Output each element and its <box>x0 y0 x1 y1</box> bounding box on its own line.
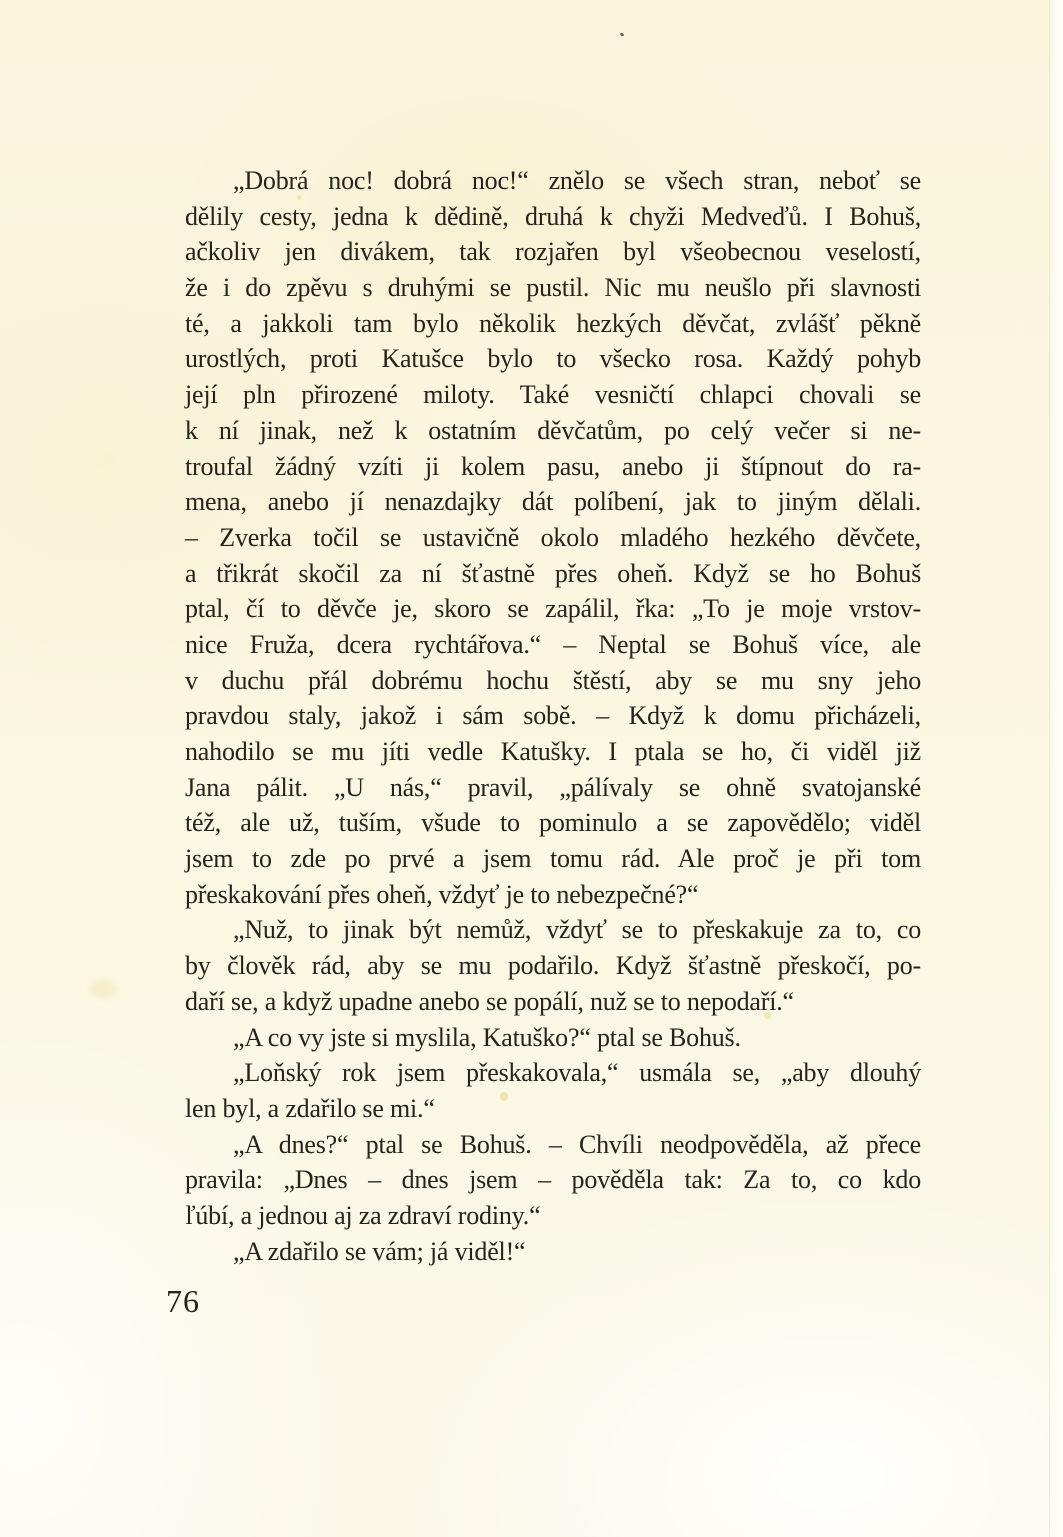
text-line: jsem to zde po prvé a jsem tomu rád. Ale proč je při tom <box>185 844 921 874</box>
text-line: „A co vy jste si myslila, Katuško?“ ptal se Bohuš. <box>233 1022 741 1052</box>
text-line: též, ale už, tuším, všude to pominulo a se zapovědělo; viděl <box>185 808 921 838</box>
text-line: k ní jinak, než k ostatním děvčatům, po celý večer si ne- <box>185 415 921 445</box>
text-line: „A dnes?“ ptal se Bohuš. – Chvíli neodpověděla, až přece <box>233 1129 921 1159</box>
text-line: ačkoliv jen divákem, tak rozjařen byl všeobecnou veselostí, <box>185 237 921 267</box>
text-line: té, a jakkoli tam bylo několik hezkých děvčat, zvlášť pěkně <box>185 308 921 338</box>
text-line: len byl, a zdařilo se mi.“ <box>185 1093 435 1123</box>
text-line: pravdou staly, jakož i sám sobě. – Když k domu přicházeli, <box>185 701 921 731</box>
text-block <box>185 163 921 1269</box>
paper-stain <box>90 980 116 998</box>
paragraph <box>185 912 921 1019</box>
paragraph <box>185 1234 921 1270</box>
text-line: přeskakování přes oheň, vždyť je to nebezpečné?“ <box>185 879 699 909</box>
text-line: pravila: „Dnes – dnes jsem – pověděla tak: Za to, co kdo <box>185 1165 921 1195</box>
text-line: troufal žádný vzíti ji kolem pasu, anebo ji štípnout do ra- <box>185 451 921 481</box>
paragraph <box>185 163 921 912</box>
text-line: a třikrát skočil za ní šťastně přes oheň. Když se ho Bohuš <box>185 558 921 588</box>
paragraph <box>185 1020 921 1056</box>
text-line: „Loňský rok jsem přeskakovala,“ usmála se, „aby dlouhý <box>233 1058 921 1088</box>
text-line: dělily cesty, jedna k dědině, druhá k chyži Medveďů. I Bohuš, <box>185 201 921 231</box>
paragraph <box>185 1055 921 1126</box>
text-line: ľúbí, a jednou aj za zdraví rodiny.“ <box>185 1200 541 1230</box>
text-line: „Dobrá noc! dobrá noc!“ znělo se všech stran, neboť se <box>233 166 921 195</box>
text-line: ptal, čí to děvče je, skoro se zapálil, řka: „To je moje vrstov- <box>185 594 921 624</box>
text-line: „Nuž, to jinak být nemůž, vždyť se to přeskakuje za to, co <box>233 915 921 945</box>
paragraph <box>185 1127 921 1234</box>
ink-speck <box>620 32 625 37</box>
text-line: nice Fruža, dcera rychtářova.“ – Neptal se Bohuš více, ale <box>185 629 921 659</box>
text-line: „A zdařilo se vám; já viděl!“ <box>233 1236 526 1266</box>
text-line: by člověk rád, aby se mu podařilo. Když šťastně přeskočí, po- <box>185 951 921 981</box>
page-number: 76 <box>166 1283 200 1319</box>
text-line: její pln přirozené miloty. Také vesničtí chlapci chovali se <box>185 380 921 410</box>
page-edge <box>1049 0 1063 1537</box>
text-line: urostlých, proti Katušce bylo to všecko rosa. Každý pohyb <box>185 344 921 374</box>
text-line: v duchu přál dobrému hochu štěstí, aby se mu sny jeho <box>185 665 921 695</box>
text-line: že i do zpěvu s druhými se pustil. Nic mu neušlo při slavnosti <box>185 273 921 303</box>
text-line: mena, anebo jí nenazdajky dát políbení, jak to jiným dělali. <box>185 487 921 517</box>
text-line: Jana pálit. „U nás,“ pravil, „pálívaly se ohně svatojanské <box>185 772 921 802</box>
text-line: – Zverka točil se ustavičně okolo mladého hezkého děvčete, <box>185 522 921 552</box>
text-line: daří se, a když upadne anebo se popálí, nuž se to nepodaří.“ <box>185 986 794 1016</box>
text-line: nahodilo se mu jíti vedle Katušky. I ptala se ho, či viděl již <box>185 737 921 766</box>
